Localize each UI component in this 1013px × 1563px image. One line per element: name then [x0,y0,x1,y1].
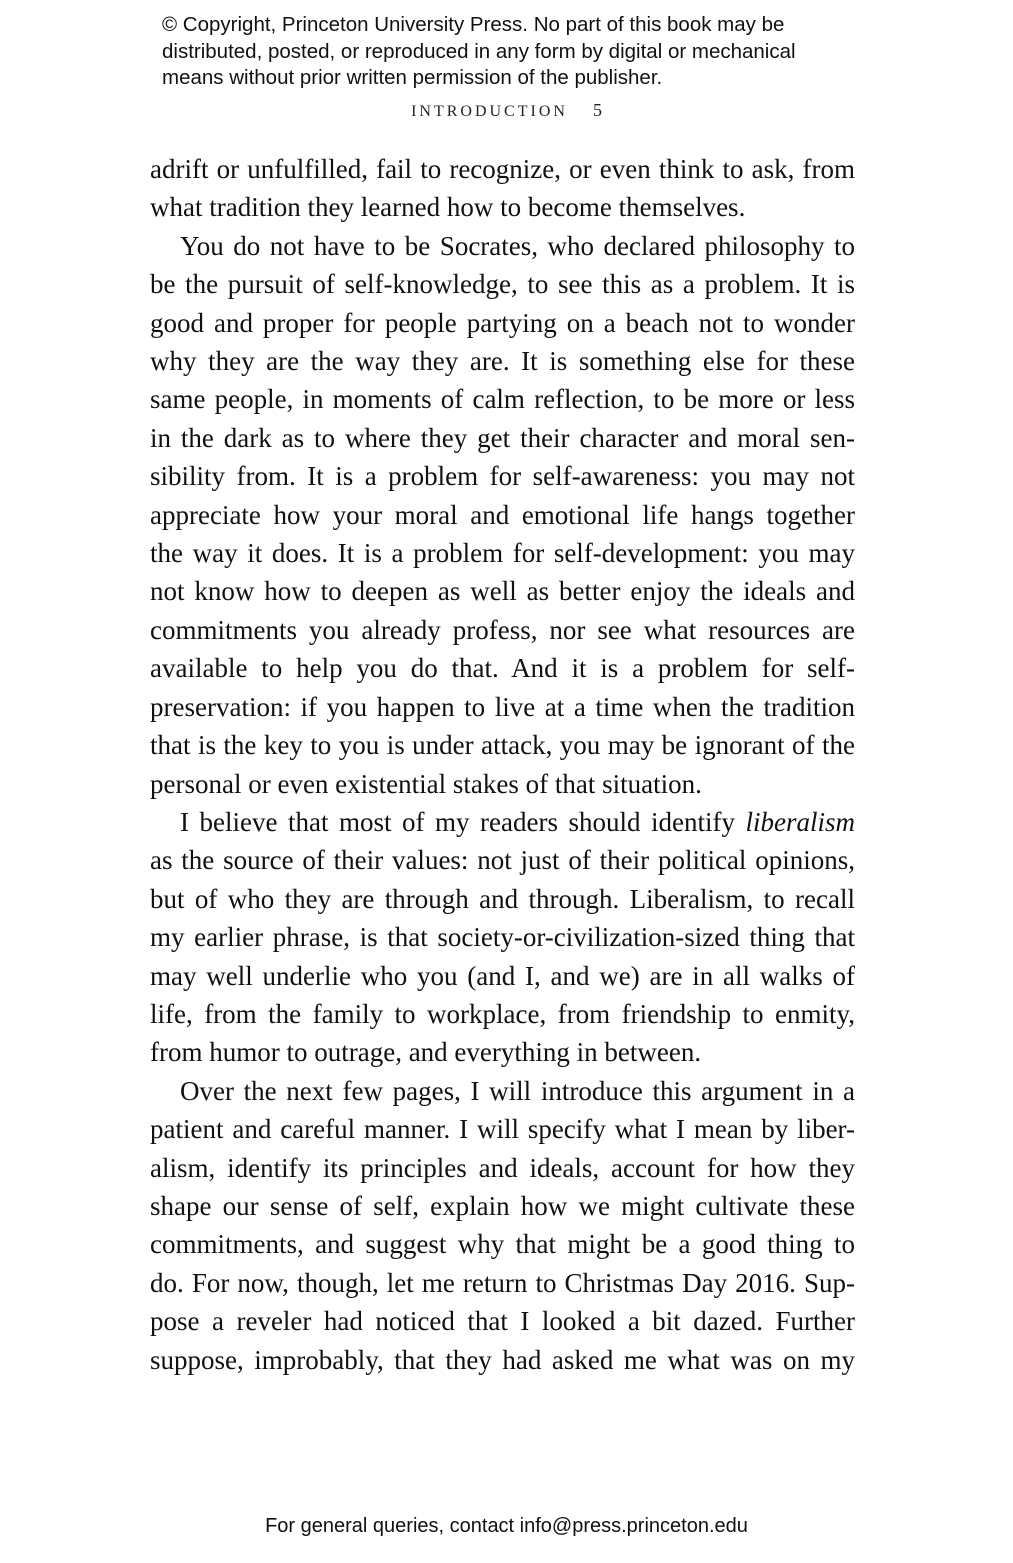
text-line [150,265,855,303]
text-line [150,1264,855,1302]
emphasized-term: liberalism [745,806,855,837]
text-line [150,457,855,495]
running-head [0,100,1013,121]
text-line [150,726,855,764]
text-line-content: may well underlie who you (and I, and we) are in all walks of [150,960,855,991]
footer-contact: For general queries, contact info@press.princeton.edu [265,1515,748,1537]
text-line [150,1033,855,1071]
text-line-content: same people, in moments of calm reflection, to be more or less [150,384,855,415]
text-line [150,1341,855,1379]
text-line-content: from humor to outrage, and everything in between. [150,1037,702,1068]
text-line-content: patient and careful manner. I will specify what I mean by liber- [150,1114,855,1145]
text-line [150,227,855,265]
text-line-content: be the pursuit of self-knowledge, to see this as a problem. It is [150,269,855,300]
text-line-content: the way it does. It is a problem for self-development: you may [150,538,855,569]
text-line [150,765,855,803]
text-line [150,1149,855,1187]
text-line [150,342,855,380]
text-line-content: adrift or unfulfilled, fail to recognize, or even think to ask, from [150,154,855,184]
text-line [150,688,855,726]
text-line [150,957,855,995]
text-line-content: available to help you do that. And it is a problem for self- [150,653,855,684]
page-number: 5 [592,100,602,120]
text-line-content: commitments you already profess, nor see what resources are [150,614,855,645]
text-line [150,995,855,1033]
text-line-content: good and proper for people partying on a beach not to wonder [150,307,855,338]
text-line-content: that is the key to you is under attack, you may be ignorant of the [150,730,855,761]
text-line [150,649,855,687]
text-line [150,419,855,457]
text-line [150,150,855,188]
text-line [150,611,855,649]
text-line-content: as the source of their values: not just of their political opinions, [150,845,855,876]
text-line-content: sibility from. It is a problem for self-awareness: you may not [150,461,855,492]
text-line-content: shape our sense of self, explain how we might cultivate these [150,1190,855,1221]
text-line [150,841,855,879]
text-line [150,496,855,534]
text-line-content: but of who they are through and through. Liberalism, to recall [150,883,855,914]
text-line [150,188,855,226]
text-line-content: life, from the family to workplace, from friendship to enmity, [150,998,855,1029]
text-line-content: why they are the way they are. It is something else for these [150,346,855,377]
text-line-content: preservation: if you happen to live at a time when the tradition [150,691,855,722]
text-line-content: I believe that most of my readers should identify [180,806,746,837]
text-line-content: in the dark as to where they get their character and moral sen- [150,422,855,453]
text-line [150,304,855,342]
text-line-content: personal or even existential stakes of that situation. [150,768,702,799]
text-line-content: alism, identify its principles and ideals, account for how they [150,1152,855,1183]
text-line-content: do. For now, though, let me return to Christmas Day 2016. Sup- [150,1267,855,1298]
text-line-content: Over the next few pages, I will introduce this argument in a [180,1075,855,1106]
text-line-content: commitments, and suggest why that might be a good thing to [150,1229,855,1260]
text-line-content: not know how to deepen as well as better enjoy the ideals and [150,576,855,607]
text-line-content: pose a reveler had noticed that I looked a bit dazed. Further [150,1306,855,1337]
text-line [150,1187,855,1225]
body-text [150,150,855,1379]
text-line-content: what tradition they learned how to become themselves. [150,192,746,223]
text-line-content: my earlier phrase, is that society-or-civilization-sized thing that [150,922,855,953]
text-line [150,380,855,418]
text-line [150,1072,855,1110]
text-line [150,1110,855,1148]
text-line [150,1302,855,1340]
copyright-notice: © Copyright, Princeton University Press. No part of this book may be distributed, posted, or reproduced in any form by digital or mechanical means without prior written permission of the publisher. [162,13,796,89]
text-line [150,1225,855,1263]
text-line [150,918,855,956]
running-head-title: INTRODUCTION [411,103,568,120]
text-line [150,534,855,572]
text-line [150,572,855,610]
text-line-content: You do not have to be Socrates, who declared philosophy to [180,230,855,261]
text-line-content: appreciate how your moral and emotional life hangs together [150,499,855,530]
text-line [150,880,855,918]
text-line [150,803,855,841]
text-line-content: suppose, improbably, that they had asked me what was on my [150,1344,855,1375]
